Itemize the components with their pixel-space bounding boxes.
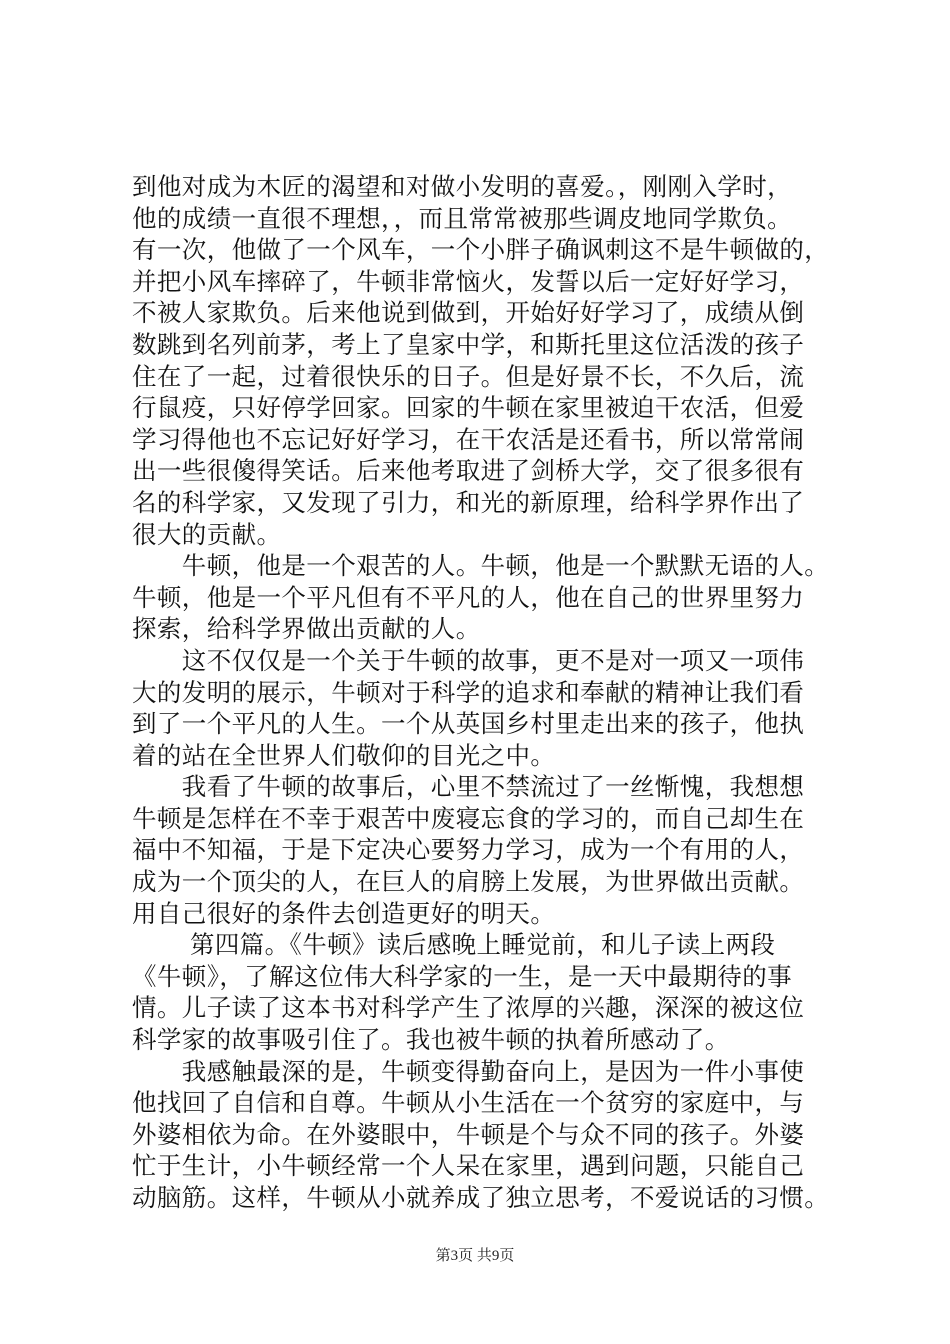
text-line: 我看了牛顿的故事后，心里不禁流过了一丝惭愧，我想想 [132, 772, 805, 802]
document-body [132, 171, 832, 1214]
text-line: 第四篇。《牛顿》读后感晚上睡觉前，和儿子读上两段 [132, 930, 776, 960]
text-line: 外婆相依为命。在外婆眼中，牛顿是个与众不同的孩子。外婆 [132, 1119, 805, 1149]
text-line: 探索，给科学界做出贡献的人。 [132, 614, 481, 644]
text-line: 很大的贡献。 [132, 519, 282, 549]
text-line: 有一次，他做了一个风车，一个小胖子确讽刺这不是牛顿做的， [132, 235, 830, 265]
text-line: 牛顿，他是一个艰苦的人。牛顿，他是一个默默无语的人。 [132, 551, 830, 581]
page-number-footer: 第3页 共9页 [435, 1248, 515, 1264]
paragraph-3 [132, 645, 832, 771]
text-line: 住在了一起，过着很快乐的日子。但是好景不长，不久后，流 [132, 361, 805, 391]
text-line: 大的发明的展示，牛顿对于科学的追求和奉献的精神让我们看 [132, 677, 805, 707]
text-line: 动脑筋。这样，牛顿从小就养成了独立思考，不爱说话的习惯。 [132, 1183, 830, 1212]
paragraph-4 [132, 771, 832, 929]
text-line: 行鼠疫，只好停学回家。回家的牛顿在家里被迫干农活，但爱 [132, 393, 805, 423]
text-line: 他找回了自信和自尊。牛顿从小生活在一个贫穷的家庭中，与 [132, 1088, 805, 1118]
text-line: 牛顿，他是一个平凡但有不平凡的人，他在自己的世界里努力 [132, 582, 805, 612]
text-line: 到他对成为木匠的渴望和对做小发明的喜爱。，刚刚入学时， [132, 172, 793, 201]
text-line: 数跳到名列前茅，考上了皇家中学，和斯托里这位活泼的孩子 [132, 329, 805, 359]
text-line: 并把小风车摔碎了，牛顿非常恼火，发誓以后一定好好学习， [132, 266, 805, 296]
text-line: 学习得他也不忘记好好学习，在干农活是还看书，所以常常闹 [132, 424, 805, 454]
text-line: 他的成绩一直很不理想，，而且常常被那些调皮地同学欺负。 [132, 203, 793, 233]
text-line: 我感触最深的是，牛顿变得勤奋向上，是因为一件小事使 [132, 1056, 805, 1086]
text-line: 不被人家欺负。后来他说到做到，开始好好学习了，成绩从倒 [132, 298, 805, 328]
text-line: 忙于生计，小牛顿经常一个人呆在家里，遇到问题，只能自己 [132, 1151, 805, 1181]
text-line: 着的站在全世界人们敬仰的目光之中。 [132, 740, 556, 770]
text-line: 出一些很傻得笑话。后来他考取进了剑桥大学，交了很多很有 [132, 456, 805, 486]
paragraph-2 [132, 550, 832, 645]
text-line: 这不仅仅是一个关于牛顿的故事，更不是对一项又一项伟 [132, 645, 805, 675]
text-line: 情。儿子读了这本书对科学产生了浓厚的兴趣，深深的被这位 [132, 993, 805, 1023]
text-line: 福中不知福，于是下定决心要努力学习，成为一个有用的人， [132, 835, 805, 865]
text-line: 名的科学家，又发现了引力，和光的新原理，给科学界作出了 [132, 487, 805, 517]
paragraph-6 [132, 1056, 832, 1214]
text-line: 《牛顿》，了解这位伟大科学家的一生，是一天中最期待的事 [132, 961, 793, 991]
text-line: 用自己很好的条件去创造更好的明天。 [132, 898, 556, 928]
text-line: 科学家的故事吸引住了。我也被牛顿的执着所感动了。 [132, 1025, 730, 1055]
paragraph-5 [132, 929, 832, 1055]
text-line: 牛顿是怎样在不幸于艰苦中废寝忘食的学习的，而自己却生在 [132, 803, 805, 833]
paragraph-1 [132, 171, 832, 550]
text-line: 到了一个平凡的人生。一个从英国乡村里走出来的孩子，他执 [132, 709, 805, 739]
text-line: 成为一个顶尖的人，在巨人的肩膀上发展，为世界做出贡献。 [132, 867, 805, 897]
